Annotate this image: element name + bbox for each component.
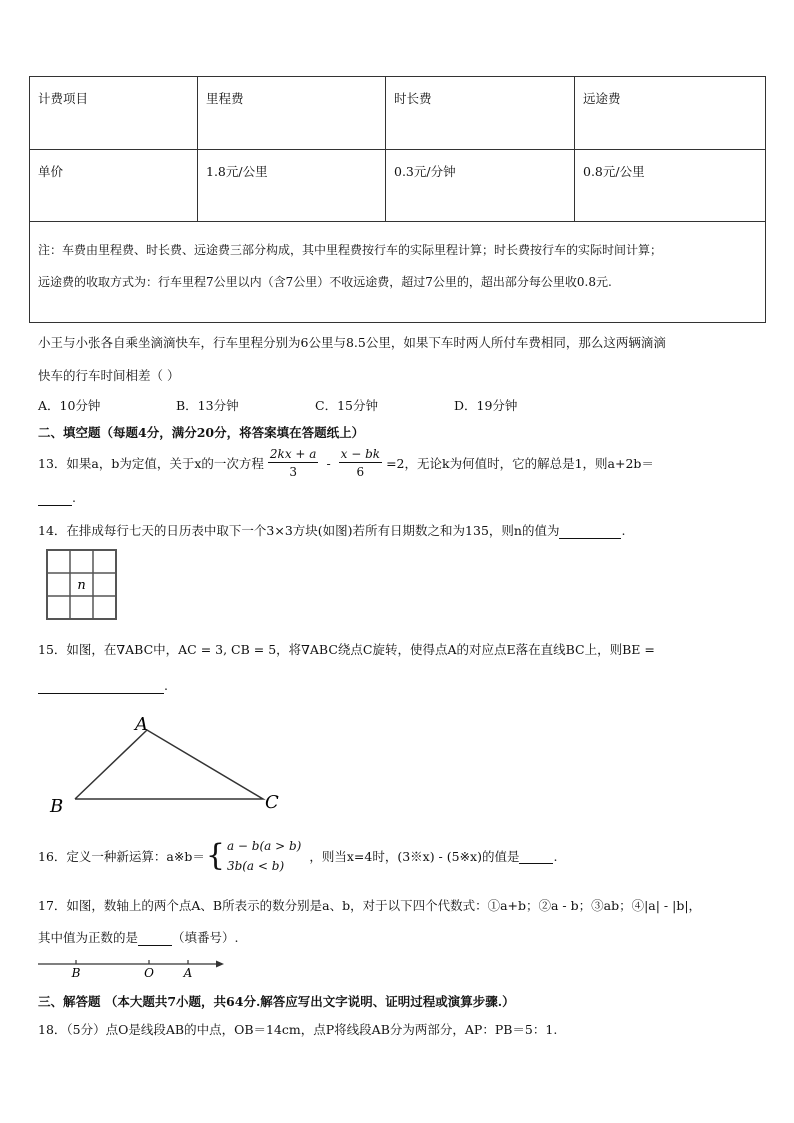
grid-center-label: n bbox=[77, 578, 86, 593]
section-heading: 二、填空题（每题4分，满分20分，将答案填在答题纸上） bbox=[38, 425, 365, 440]
table-note-row bbox=[30, 222, 766, 323]
q12-option-b: B．13分钟 bbox=[176, 398, 239, 413]
table-header-cell: 里程费 bbox=[198, 77, 386, 150]
table-cell: 0.3元/分钟 bbox=[386, 150, 575, 222]
q17-line2-end: （填番号）. bbox=[172, 930, 239, 945]
table-cell: 0.8元/公里 bbox=[575, 150, 766, 222]
q12-line2: 快车的行车时间相差（ ） bbox=[38, 368, 180, 383]
vertex-label-c: C bbox=[265, 792, 279, 813]
q17-line1: 17．如图，数轴上的两个点A、B所表示的数分别是a、b，对于以下四个代数式：①a+b；②a - b；③ab；④|a| - |b|， bbox=[38, 898, 702, 913]
q17-line2-text: 其中值为正数的是 bbox=[38, 930, 139, 945]
piecewise-case: a − b(a > b) bbox=[226, 839, 302, 853]
q13-prefix: 13．如果a，b为定值，关于x的一次方程 bbox=[38, 456, 264, 471]
left-brace-icon: { bbox=[205, 838, 225, 873]
q17-line2 bbox=[38, 928, 239, 946]
section-heading: 三、解答题 （本大题共7小题，共64分.解答应写出文字说明、证明过程或演算步骤.） bbox=[38, 994, 515, 1009]
number-line-figure bbox=[36, 954, 231, 980]
fraction-numerator: x − bk bbox=[340, 446, 381, 461]
table-header-row bbox=[30, 77, 766, 150]
arrow-head-icon bbox=[216, 961, 224, 968]
note-line: 远途费的收取方式为：行车里程7公里以内（含7公里）不收远途费，超过7公里的，超出部分每公里收0.8元. bbox=[38, 275, 612, 289]
q13-suffix: =2，无论k为何值时，它的解总是1，则a+2b＝ bbox=[386, 456, 654, 471]
fraction-numerator: 2kx + a bbox=[269, 446, 317, 461]
q13-line bbox=[38, 443, 654, 483]
answer-blank[interactable] bbox=[519, 848, 553, 864]
table-header-cell: 时长费 bbox=[386, 77, 575, 150]
calendar-grid-figure bbox=[46, 549, 118, 621]
table-row bbox=[30, 150, 766, 222]
q16-piecewise bbox=[227, 836, 301, 876]
q13-fraction-2 bbox=[339, 446, 382, 481]
vertex-label-a: A bbox=[135, 714, 148, 735]
table-header-cell: 计费项目 bbox=[30, 77, 198, 150]
point-label-o: O bbox=[144, 966, 154, 980]
q12-option-a: A．10分钟 bbox=[38, 398, 101, 413]
q16-line bbox=[38, 832, 557, 880]
table-cell: 1.8元/公里 bbox=[198, 150, 386, 222]
q12-option-d: D．19分钟 bbox=[454, 398, 518, 413]
vertex-label-b: B bbox=[50, 796, 64, 817]
q15-answer-line bbox=[38, 678, 168, 694]
point-label-b: B bbox=[71, 966, 81, 980]
note-line: 注：车费由里程费、时长费、远途费三部分构成，其中里程费按行车的实际里程计算；时长费按行车的实际时间计算； bbox=[38, 243, 663, 257]
answer-blank[interactable] bbox=[38, 490, 72, 506]
answer-blank[interactable] bbox=[559, 523, 621, 539]
q13-end: . bbox=[72, 490, 76, 505]
q16-suffix: ，则当x=4时，(3※x) - (5※x)的值是 bbox=[309, 849, 520, 864]
fraction-denominator: 6 bbox=[356, 464, 365, 479]
q15-end: . bbox=[164, 678, 168, 693]
q16-prefix: 16．定义一种新运算：a※b＝ bbox=[38, 849, 205, 864]
q16-end: . bbox=[553, 848, 558, 864]
q14-text: 14．在排成每行七天的日历表中取下一个3×3方块(如图)若所有日期数之和为135，则n的值为 bbox=[38, 523, 560, 538]
piecewise-case: 3b(a < b) bbox=[226, 859, 285, 873]
fee-table bbox=[29, 76, 766, 323]
triangle-abc bbox=[75, 730, 263, 799]
table-cell: 单价 bbox=[30, 150, 198, 222]
fraction-denominator: 3 bbox=[289, 464, 297, 479]
point-label-a: A bbox=[183, 966, 193, 980]
table-header-cell: 远途费 bbox=[575, 77, 766, 150]
answer-blank[interactable] bbox=[38, 678, 164, 694]
q15-line: 15．如图，在∇ABC中，AC = 3, CB = 5，将∇ABC绕点C旋转，使得点A的对应点E落在直线BC上，则BE = bbox=[38, 642, 655, 657]
q12-option-c: C．15分钟 bbox=[315, 398, 378, 413]
q13-fraction-1 bbox=[268, 446, 319, 481]
q12-line1: 小王与小张各自乘坐滴滴快车，行车里程分别为6公里与8.5公里，如果下车时两人所付车费相同，那么这两辆滴滴 bbox=[38, 335, 666, 350]
q13-answer-line bbox=[38, 490, 76, 506]
triangle-figure bbox=[45, 710, 295, 820]
table-note bbox=[30, 222, 766, 323]
q14-end: . bbox=[621, 523, 626, 538]
q18-line: 18．（5分）点O是线段AB的中点，OB＝14cm，点P将线段AB分为两部分，AP：PB＝5：1. bbox=[38, 1022, 558, 1037]
q14-line bbox=[38, 521, 625, 539]
answer-blank[interactable] bbox=[138, 930, 172, 946]
q13-minus: - bbox=[326, 455, 331, 471]
